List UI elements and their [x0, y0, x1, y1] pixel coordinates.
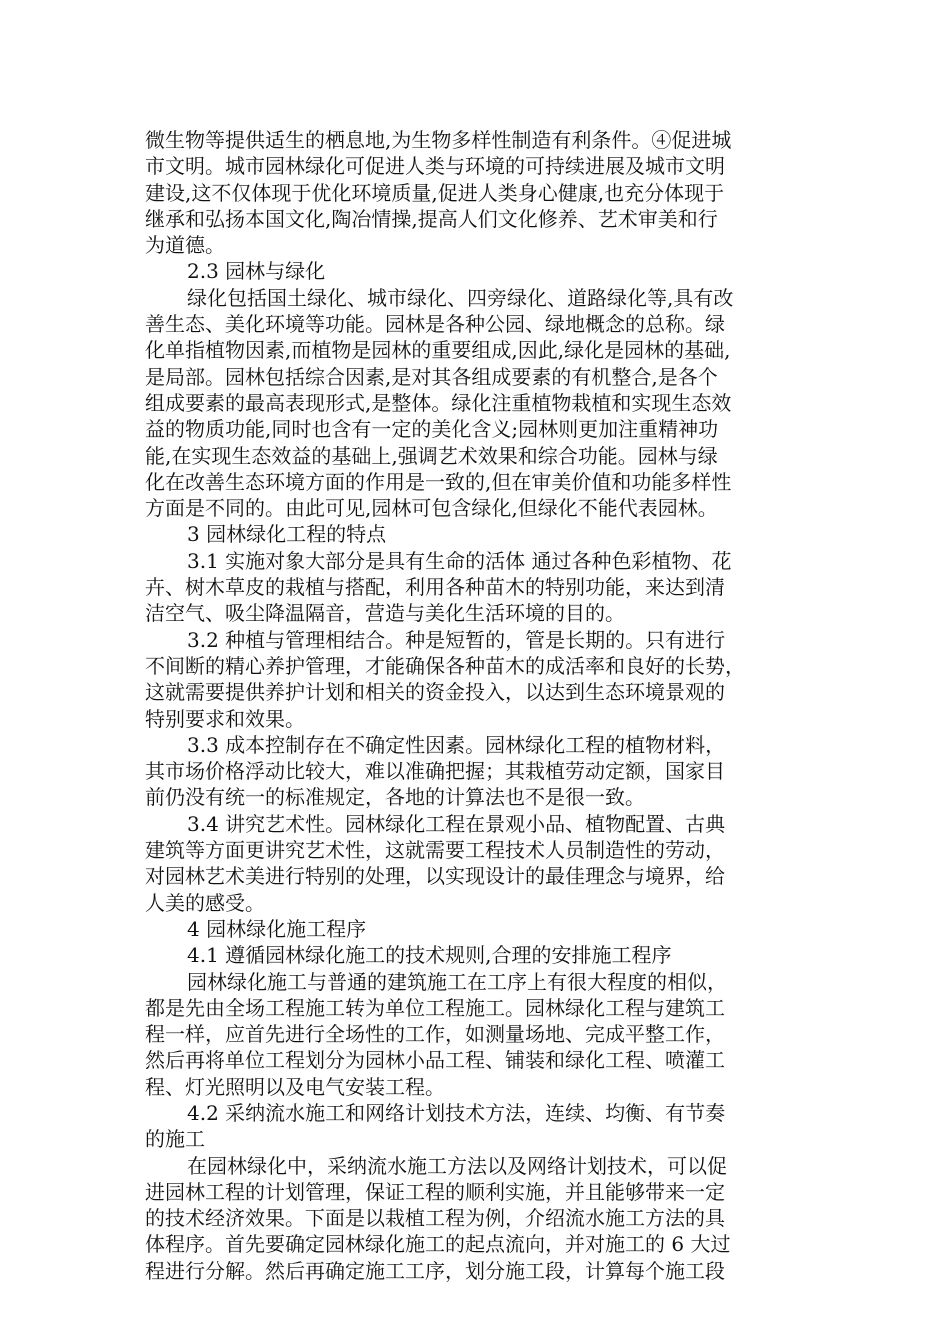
text-line: 的施工	[145, 1127, 205, 1152]
text-line: 不间断的精心养护管理，才能确保各种苗木的成活率和良好的长势，	[145, 653, 745, 678]
text-line: 都是先由全场工程施工转为单位工程施工。园林绿化工程与建筑工	[145, 995, 725, 1020]
text-line: 方面是不同的。由此可见,园林可包含绿化,但绿化不能代表园林。	[145, 496, 718, 521]
text-line: 建筑等方面更讲究艺术性，这就需要工程技术人员制造性的劳动，	[145, 838, 725, 863]
text-line: 3.3 成本控制存在不确定性因素。园林绿化工程的植物材料，	[187, 732, 726, 757]
text-line: 3.4 讲究艺术性。园林绿化工程在景观小品、植物配置、古典	[187, 811, 726, 836]
text-line: 2.3 园林与绿化	[187, 259, 326, 284]
text-line: 绿化包括国土绿化、城市绿化、四旁绿化、道路绿化等,具有改	[187, 285, 734, 310]
text-line: 进园林工程的计划管理，保证工程的顺利实施，并且能够带来一定	[145, 1179, 725, 1204]
text-line: 前仍没有统一的标准规定，各地的计算法也不是很一致。	[145, 785, 645, 810]
text-line: 然后再将单位工程划分为园林小品工程、铺装和绿化工程、喷灌工	[145, 1048, 725, 1073]
text-line: 3.2 种植与管理相结合。种是短暂的，管是长期的。只有进行	[187, 627, 726, 652]
text-line: 这就需要提供养护计划和相关的资金投入，以达到生态环境景观的	[145, 680, 725, 705]
text-line: 对园林艺术美进行特别的处理，以实现设计的最佳理念与境界，给	[145, 864, 725, 889]
text-line: 化单指植物因素,而植物是园林的重要组成,因此,绿化是园林的基础,	[145, 338, 731, 363]
text-line: 能,在实现生态效益的基础上,强调艺术效果和综合功能。园林与绿	[145, 443, 718, 468]
text-line: 3.1 实施对象大部分是具有生命的活体 通过各种色彩植物、花	[187, 548, 732, 573]
text-line: 卉、树木草皮的栽植与搭配，利用各种苗木的特别功能，来达到清	[145, 575, 725, 600]
text-line: 洁空气、吸尘降温隔音，营造与美化生活环境的目的。	[145, 601, 625, 626]
text-line: 4 园林绿化施工程序	[187, 916, 367, 941]
text-line: 其市场价格浮动比较大，难以准确把握；其栽植劳动定额，国家目	[145, 759, 725, 784]
text-line: 在园林绿化中，采纳流水施工方法以及网络计划技术，可以促	[187, 1153, 727, 1178]
text-line: 善生态、美化环境等功能。园林是各种公园、绿地概念的总称。绿	[145, 312, 725, 337]
text-line: 特别要求和效果。	[145, 706, 305, 731]
text-line: 化在改善生态环境方面的作用是一致的,但在审美价值和功能多样性	[145, 469, 732, 494]
text-line: 程一样，应首先进行全场性的工作，如测量场地、完成平整工作，	[145, 1022, 725, 1047]
text-line: 3 园林绿化工程的特点	[187, 522, 387, 547]
text-line: 市文明。城市园林绿化可促进人类与环境的可持续进展及城市文明	[145, 154, 725, 179]
text-line: 程、灯光照明以及电气安装工程。	[145, 1074, 445, 1099]
text-line: 体程序。首先要确定园林绿化施工的起点流向，并对施工的 6 大过	[145, 1232, 731, 1257]
text-line: 微生物等提供适生的栖息地,为生物多样性制造有利条件。④促进城	[145, 128, 732, 152]
text-line: 是局部。园林包括综合因素,是对其各组成要素的有机整合,是各个	[145, 364, 718, 389]
document-body	[145, 127, 805, 1284]
text-line: 的技术经济效果。下面是以栽植工程为例，介绍流水施工方法的具	[145, 1206, 725, 1231]
text-line: 继承和弘扬本国文化,陶冶情操,提高人们文化修养、艺术审美和行	[145, 206, 718, 231]
text-line: 组成要素的最高表现形式,是整体。绿化注重植物栽植和实现生态效	[145, 390, 732, 415]
text-line: 建设,这不仅体现于优化环境质量,促进人类身心健康,也充分体现于	[145, 180, 725, 205]
text-line: 4.1 遵循园林绿化施工的技术规则,合理的安排施工程序	[187, 943, 672, 968]
text-line: 人美的感受。	[145, 890, 265, 915]
text-line: 益的物质功能,同时也含有一定的美化含义;园林则更加注重精神功	[145, 417, 719, 442]
text-line: 园林绿化施工与普通的建筑施工在工序上有很大程度的相似，	[187, 969, 727, 994]
text-line: 为道德。	[145, 233, 225, 258]
text-line: 4.2 采纳流水施工和网络计划技术方法，连续、均衡、有节奏	[187, 1100, 726, 1125]
text-line: 程进行分解。然后再确定施工工序，划分施工段，计算每个施工段	[145, 1258, 725, 1283]
